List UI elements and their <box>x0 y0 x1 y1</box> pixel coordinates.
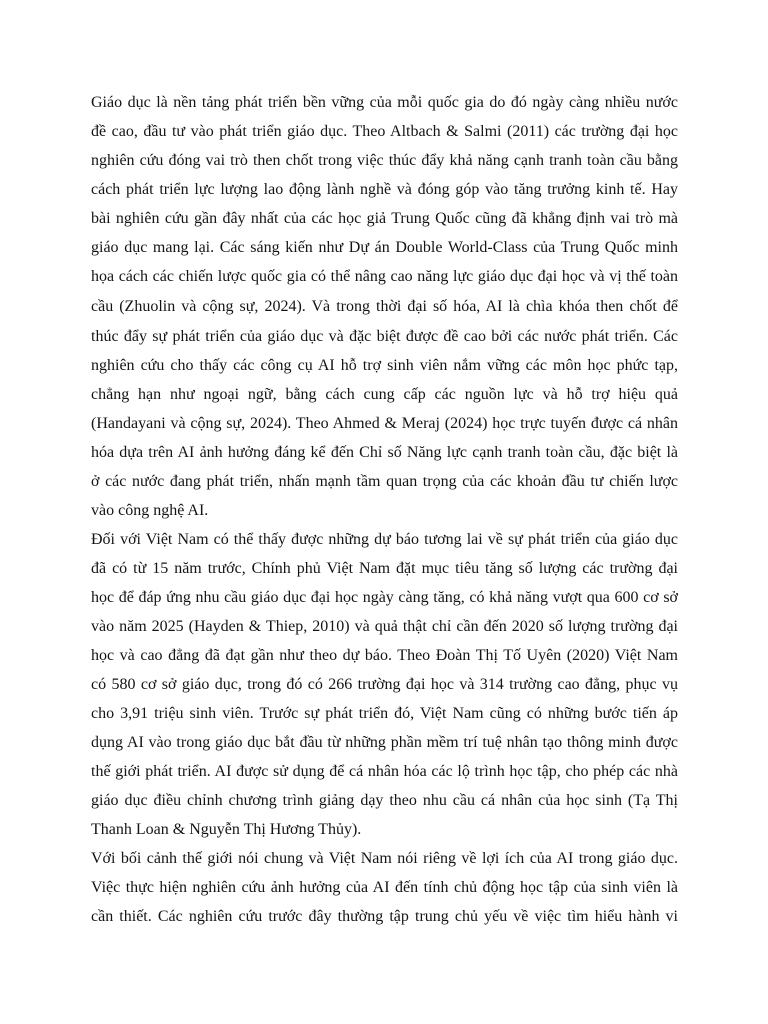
text-line: học và cao đẳng đã đạt gần như theo dự báo. Theo Đoàn Thị Tố Uyên (2020) Việt Nam <box>91 647 678 664</box>
text-line: vào công nghệ AI. <box>91 502 209 519</box>
text-line: giáo dục mang lại. Các sáng kiến như Dự án Double World-Class của Trung Quốc minh <box>91 239 678 256</box>
text-line: thế giới phát triển. AI được sử dụng để cá nhân hóa các lộ trình học tập, cho phép các nhà <box>91 763 678 780</box>
document-page <box>91 88 678 931</box>
text-line: bài nghiên cứu gần đây nhất của các học giả Trung Quốc cũng đã khẳng định vai trò mà <box>91 210 678 227</box>
paragraph-2 <box>91 525 678 844</box>
text-line: dụng AI vào trong giáo dục bắt đầu từ những phần mềm trí tuệ nhân tạo thông minh được <box>91 734 678 751</box>
text-line: có 580 cơ sở giáo dục, trong đó có 266 trường đại học và 314 trường cao đẳng, phục vụ <box>91 676 678 693</box>
text-line: giáo dục điều chỉnh chương trình giảng dạy theo nhu cầu cá nhân của học sinh (Tạ Thị <box>91 792 678 809</box>
text-line: Với bối cảnh thế giới nói chung và Việt Nam nói riêng về lợi ích của AI trong giáo dục. <box>91 850 678 867</box>
text-line: họa cách các chiến lược quốc gia có thể nâng cao năng lực giáo dục đại học và vị thế toàn <box>91 268 678 285</box>
text-line: vào năm 2025 (Hayden & Thiep, 2010) và quả thật chỉ cần đến 2020 số lượng trường đại <box>91 618 678 635</box>
text-line: Giáo dục là nền tảng phát triển bền vững của mỗi quốc gia do đó ngày càng nhiều nước <box>91 94 678 111</box>
text-line: nghiên cứu cho thấy các công cụ AI hỗ trợ sinh viên nắm vững các môn học phức tạp, <box>91 357 678 374</box>
text-line: chẳng hạn như ngoại ngữ, bằng cách cung cấp các nguồn lực và hỗ trợ hiệu quả <box>91 386 678 403</box>
document-body <box>91 88 678 931</box>
text-line: cầu (Zhuolin và cộng sự, 2024). Và trong thời đại số hóa, AI là chìa khóa then chốt để <box>91 298 678 315</box>
paragraph-3 <box>91 844 678 931</box>
text-line: đã có từ 15 năm trước, Chính phủ Việt Nam đặt mục tiêu tăng số lượng các trường đại <box>91 560 678 577</box>
text-line: đề cao, đầu tư vào phát triển giáo dục. Theo Altbach & Salmi (2011) các trường đại học <box>91 123 678 140</box>
text-line: cần thiết. Các nghiên cứu trước đây thường tập trung chủ yếu về việc tìm hiểu hành vi <box>91 908 678 925</box>
paragraph-1 <box>91 88 678 525</box>
text-line: cho 3,91 triệu sinh viên. Trước sự phát triển đó, Việt Nam cũng có những bước tiến áp <box>91 705 678 722</box>
text-line: Đối với Việt Nam có thể thấy được những dự báo tương lai về sự phát triển của giáo dục <box>91 531 678 548</box>
text-line: cách phát triển lực lượng lao động lành nghề và đóng góp vào tăng trưởng kinh tế. Hay <box>91 181 678 198</box>
text-line: Thanh Loan & Nguyễn Thị Hương Thủy). <box>91 821 362 838</box>
text-line: Việc thực hiện nghiên cứu ảnh hưởng của AI đến tính chủ động học tập của sinh viên là <box>91 879 678 896</box>
text-line: nghiên cứu đóng vai trò then chốt trong việc thúc đẩy khả năng cạnh tranh toàn cầu bằng <box>91 152 678 169</box>
text-line: học để đáp ứng nhu cầu giáo dục đại học ngày càng tăng, có khả năng vượt qua 600 cơ sở <box>91 589 678 606</box>
text-line: thúc đẩy sự phát triển của giáo dục và đặc biệt được đề cao bởi các nước phát triển. Các <box>91 328 678 345</box>
text-line: (Handayani và cộng sự, 2024). Theo Ahmed & Meraj (2024) học trực tuyến được cá nhân <box>91 415 678 432</box>
text-line: ở các nước đang phát triển, nhấn mạnh tầm quan trọng của các khoản đầu tư chiến lược <box>91 473 678 490</box>
text-line: hóa dựa trên AI ảnh hưởng đáng kể đến Chỉ số Năng lực cạnh tranh toàn cầu, đặc biệt là <box>91 444 678 461</box>
